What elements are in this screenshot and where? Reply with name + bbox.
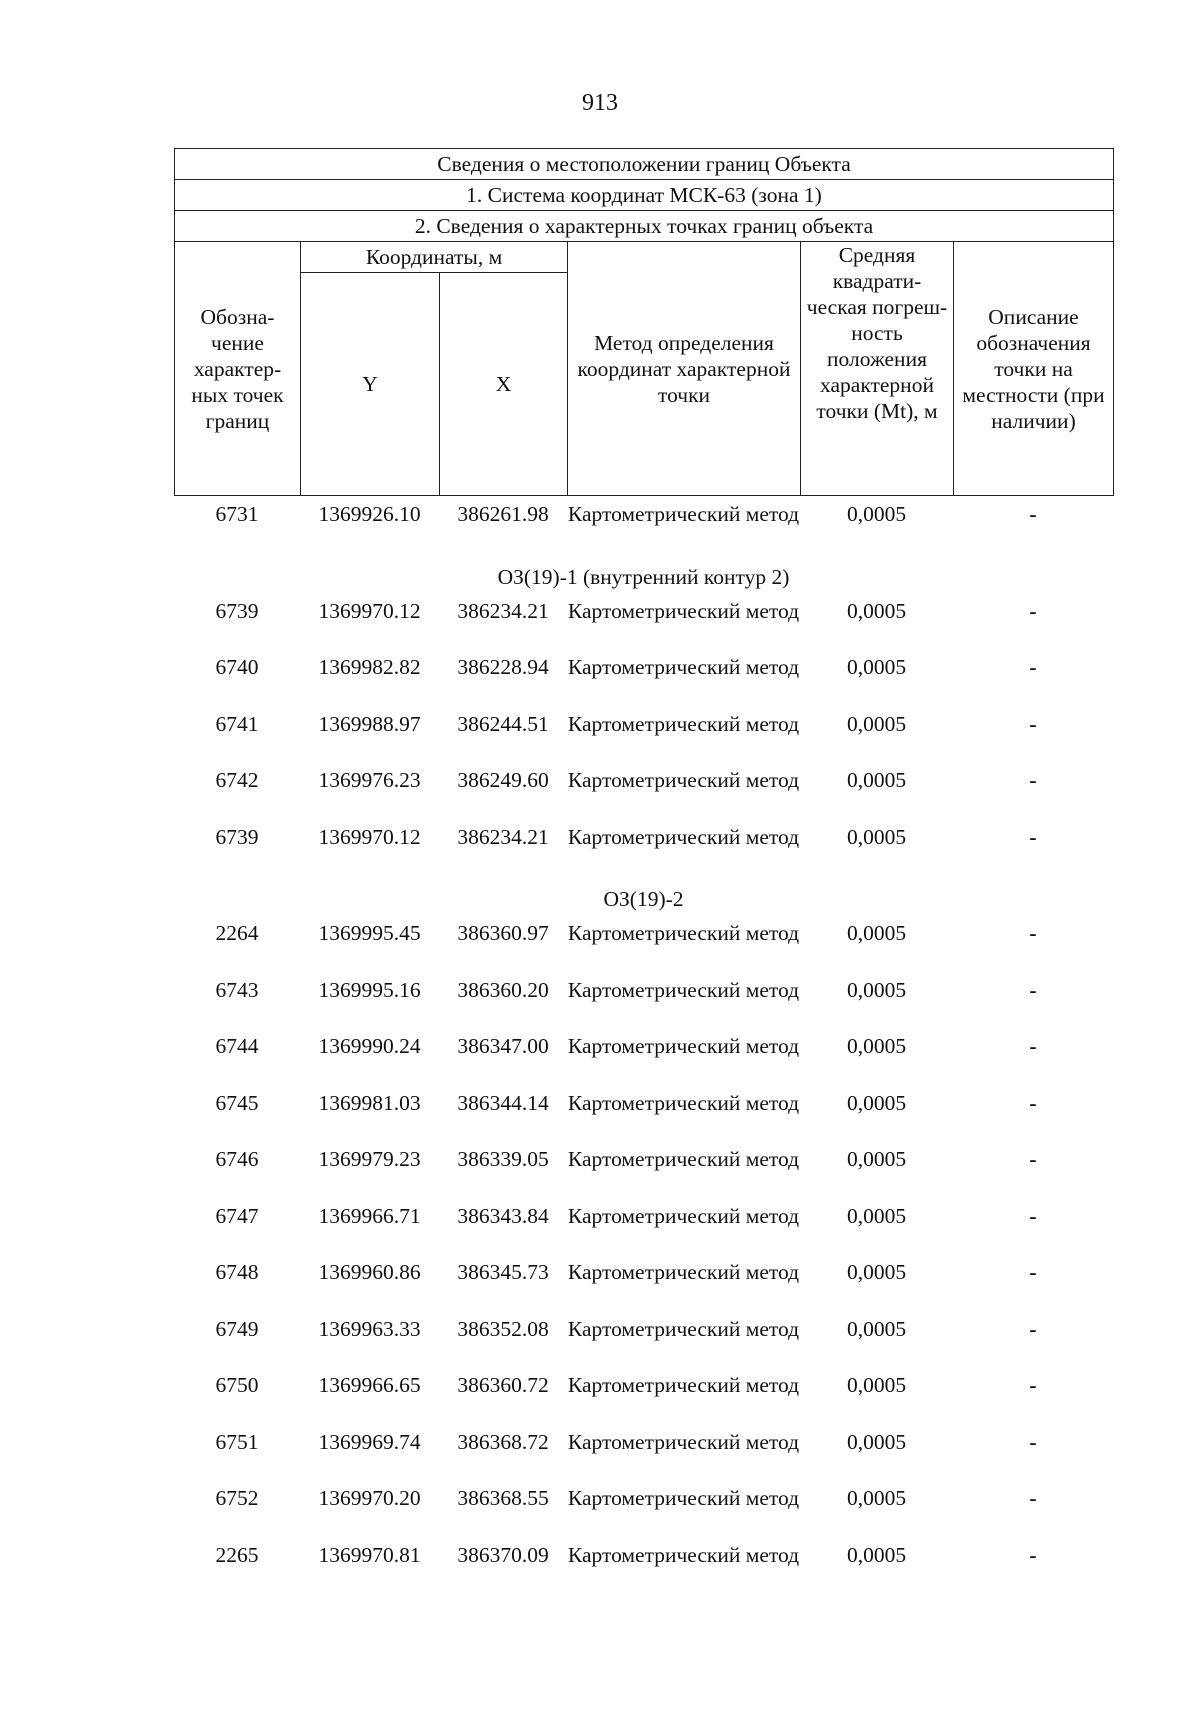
description-cell: - <box>1029 711 1037 736</box>
description-cell: - <box>1029 1373 1037 1397</box>
col-header-method: Метод определения координат характерной точки <box>568 242 801 496</box>
method-cell: Картометрический метод <box>567 1486 800 1510</box>
x-coordinate-cell: 386345.73 <box>457 1260 549 1284</box>
point-id-cell: 6747 <box>215 1203 259 1228</box>
description-cell: - <box>1029 1147 1037 1171</box>
point-id-cell: 6744 <box>215 1034 259 1058</box>
error-cell: 0,0005 <box>846 977 907 1002</box>
point-id-cell: 6741 <box>215 711 259 736</box>
point-id-cell: 6739 <box>215 824 259 849</box>
x-coordinate-cell: 386344.14 <box>457 1090 549 1115</box>
table-row <box>174 710 1113 767</box>
boundary-points-table <box>174 500 1113 1597</box>
error-cell: 0,0005 <box>846 768 907 792</box>
error-cell: 0,0005 <box>846 1373 907 1397</box>
table-row <box>174 976 1113 1033</box>
table-row <box>174 919 1113 976</box>
table-row <box>174 766 1113 823</box>
table-row <box>174 1541 1113 1598</box>
point-id-cell: 6752 <box>215 1486 259 1510</box>
description-cell: - <box>1029 1090 1037 1115</box>
y-coordinate-cell: 1369982.82 <box>318 655 421 679</box>
description-cell: - <box>1029 1203 1037 1228</box>
point-id-cell: 6740 <box>215 655 259 679</box>
table-row <box>174 500 1113 557</box>
table-row <box>174 1484 1113 1541</box>
section-row <box>174 557 1113 597</box>
error-cell: 0,0005 <box>846 921 907 945</box>
point-id-cell: 6748 <box>215 1260 259 1284</box>
error-cell: 0,0005 <box>846 598 907 623</box>
x-coordinate-cell: 386352.08 <box>457 1316 549 1341</box>
method-cell: Картометрический метод <box>567 598 800 623</box>
method-cell: Картометрический метод <box>567 921 800 945</box>
col-header-y: Y <box>301 273 440 496</box>
point-id-cell: 6739 <box>215 598 259 623</box>
y-coordinate-cell: 1369990.24 <box>318 1034 421 1058</box>
point-id-cell: 6745 <box>215 1090 259 1115</box>
table-row <box>174 823 1113 880</box>
col-header-description: Описание обозначения точки на местности (при наличии) <box>954 242 1114 496</box>
point-id-cell: 6751 <box>215 1429 259 1454</box>
error-cell: 0,0005 <box>846 1203 907 1228</box>
table-row <box>174 1089 1113 1146</box>
error-cell: 0,0005 <box>846 1486 907 1510</box>
page-number: 913 <box>582 90 618 116</box>
point-id-cell: 6746 <box>215 1147 259 1171</box>
table-row <box>174 1371 1113 1428</box>
y-coordinate-cell: 1369970.20 <box>318 1486 421 1510</box>
section-row <box>174 879 1113 919</box>
description-cell: - <box>1029 502 1037 526</box>
x-coordinate-cell: 386347.00 <box>457 1034 549 1058</box>
point-id-cell: 6749 <box>215 1316 259 1341</box>
x-coordinate-cell: 386343.84 <box>457 1203 549 1228</box>
x-coordinate-cell: 386249.60 <box>457 768 549 792</box>
y-coordinate-cell: 1369960.86 <box>318 1260 421 1284</box>
method-cell: Картометрический метод <box>567 768 800 792</box>
point-id-cell: 2265 <box>215 1542 259 1567</box>
description-cell: - <box>1029 655 1037 679</box>
method-cell: Картометрический метод <box>567 1203 800 1228</box>
error-cell: 0,0005 <box>846 502 907 526</box>
x-coordinate-cell: 386360.20 <box>457 977 549 1002</box>
point-id-cell: 6743 <box>215 977 259 1002</box>
error-cell: 0,0005 <box>846 1429 907 1454</box>
y-coordinate-cell: 1369988.97 <box>318 711 421 736</box>
error-cell: 0,0005 <box>846 1316 907 1341</box>
description-cell: - <box>1029 1486 1037 1510</box>
y-coordinate-cell: 1369926.10 <box>318 502 421 526</box>
error-cell: 0,0005 <box>846 1260 907 1284</box>
y-coordinate-cell: 1369976.23 <box>318 768 421 792</box>
x-coordinate-cell: 386339.05 <box>457 1147 549 1171</box>
point-id-cell: 6731 <box>215 502 259 526</box>
error-cell: 0,0005 <box>846 1147 907 1171</box>
x-coordinate-cell: 386368.72 <box>457 1429 549 1454</box>
x-coordinate-cell: 386370.09 <box>457 1542 549 1567</box>
description-cell: - <box>1029 1034 1037 1058</box>
description-cell: - <box>1029 768 1037 792</box>
method-cell: Картометрический метод <box>567 502 800 526</box>
table-row <box>174 1032 1113 1089</box>
y-coordinate-cell: 1369963.33 <box>318 1316 421 1341</box>
error-cell: 0,0005 <box>846 1090 907 1115</box>
y-coordinate-cell: 1369966.71 <box>318 1203 421 1228</box>
method-cell: Картометрический метод <box>567 824 800 849</box>
y-coordinate-cell: 1369995.16 <box>318 977 421 1002</box>
description-cell: - <box>1029 1542 1037 1567</box>
error-cell: 0,0005 <box>846 1034 907 1058</box>
method-cell: Картометрический метод <box>567 1090 800 1115</box>
method-cell: Картометрический метод <box>567 1316 800 1341</box>
point-id-cell: 2264 <box>215 921 259 945</box>
y-coordinate-cell: 1369970.81 <box>318 1542 421 1567</box>
description-cell: - <box>1029 824 1037 849</box>
error-cell: 0,0005 <box>846 655 907 679</box>
y-coordinate-cell: 1369979.23 <box>318 1147 421 1171</box>
table-row <box>174 1428 1113 1485</box>
table-row <box>174 1202 1113 1259</box>
method-cell: Картометрический метод <box>567 655 800 679</box>
x-coordinate-cell: 386228.94 <box>457 655 549 679</box>
error-cell: 0,0005 <box>846 824 907 849</box>
table-row <box>174 1315 1113 1372</box>
error-cell: 0,0005 <box>846 1542 907 1567</box>
point-id-cell: 6742 <box>215 768 259 792</box>
error-cell: 0,0005 <box>846 711 907 736</box>
table-row <box>174 1145 1113 1202</box>
col-header-x: X <box>440 273 568 496</box>
x-coordinate-cell: 386234.21 <box>457 824 549 849</box>
description-cell: - <box>1029 921 1037 945</box>
header-title-coordinate-system: 1. Система координат МСК-63 (зона 1) <box>175 180 1114 211</box>
header-title-location: Сведения о местоположении границ Объекта <box>175 149 1114 180</box>
method-cell: Картометрический метод <box>567 711 800 736</box>
x-coordinate-cell: 386368.55 <box>457 1486 549 1510</box>
x-coordinate-cell: 386360.72 <box>457 1373 549 1397</box>
y-coordinate-cell: 1369981.03 <box>318 1090 421 1115</box>
point-id-cell: 6750 <box>215 1373 259 1397</box>
table-row <box>174 597 1113 654</box>
x-coordinate-cell: 386244.51 <box>457 711 549 736</box>
description-cell: - <box>1029 1260 1037 1284</box>
header-title-points: 2. Сведения о характерных точках границ объекта <box>175 211 1114 242</box>
y-coordinate-cell: 1369969.74 <box>318 1429 421 1454</box>
table-body <box>174 500 1113 1597</box>
col-header-error: Средняя квадрати- ческая погреш- ность положения характерной точки (Mt), м <box>801 242 954 496</box>
section-label: ОЗ(19)-2 <box>603 887 684 911</box>
table-row <box>174 653 1113 710</box>
method-cell: Картометрический метод <box>567 1373 800 1397</box>
col-header-coordinates: Координаты, м <box>301 242 568 273</box>
method-cell: Картометрический метод <box>567 1542 800 1567</box>
x-coordinate-cell: 386261.98 <box>457 502 549 526</box>
boundary-header-table <box>174 148 1114 496</box>
method-cell: Картометрический метод <box>567 977 800 1002</box>
method-cell: Картометрический метод <box>567 1147 800 1171</box>
x-coordinate-cell: 386234.21 <box>457 598 549 623</box>
method-cell: Картометрический метод <box>567 1429 800 1454</box>
col-header-designation: Обозна- чение характер- ных точек границ <box>175 242 301 496</box>
description-cell: - <box>1029 1316 1037 1341</box>
y-coordinate-cell: 1369966.65 <box>318 1373 421 1397</box>
x-coordinate-cell: 386360.97 <box>457 921 549 945</box>
table-row <box>174 1258 1113 1315</box>
y-coordinate-cell: 1369970.12 <box>318 824 421 849</box>
description-cell: - <box>1029 1429 1037 1454</box>
method-cell: Картометрический метод <box>567 1034 800 1058</box>
method-cell: Картометрический метод <box>567 1260 800 1284</box>
y-coordinate-cell: 1369995.45 <box>318 921 421 945</box>
description-cell: - <box>1029 598 1037 623</box>
description-cell: - <box>1029 977 1037 1002</box>
section-label: ОЗ(19)-1 (внутренний контур 2) <box>497 564 790 589</box>
y-coordinate-cell: 1369970.12 <box>318 598 421 623</box>
